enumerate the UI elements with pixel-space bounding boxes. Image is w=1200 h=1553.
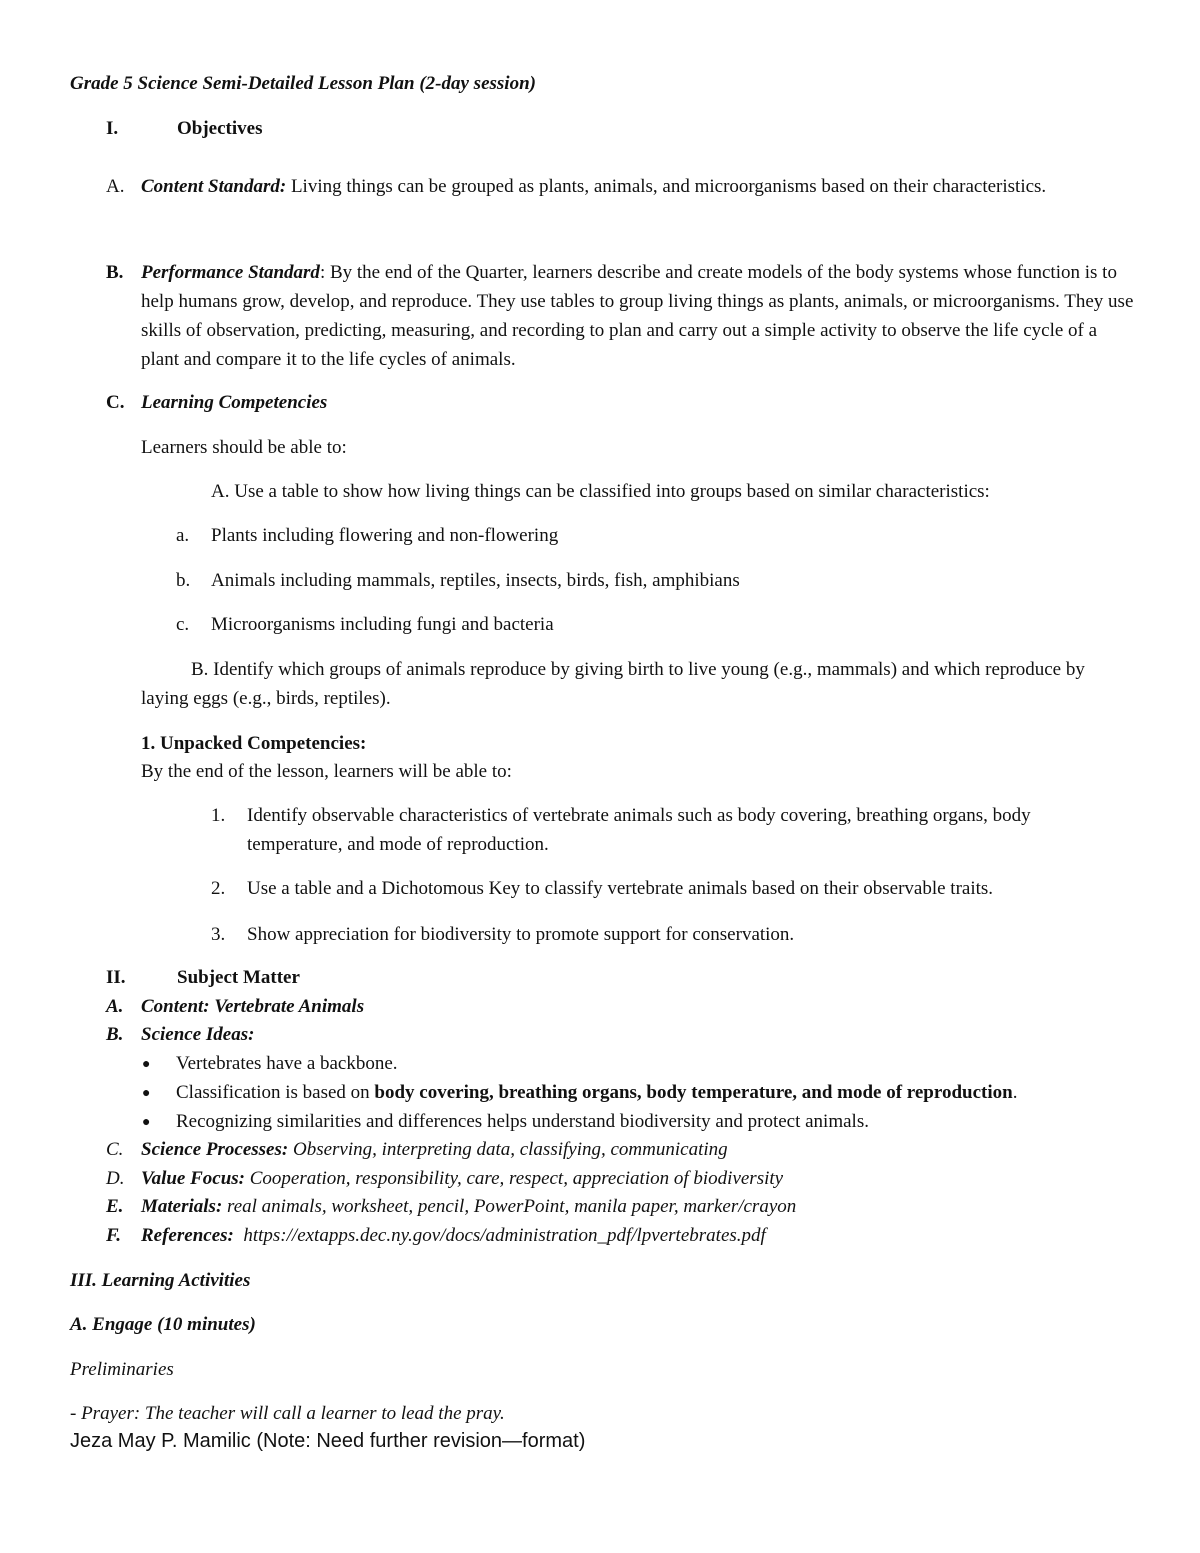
engage-heading: A. Engage (10 minutes): [70, 1314, 256, 1335]
subject-b-label: B.: [106, 1024, 124, 1045]
section-1-heading: Objectives: [177, 118, 263, 139]
competency-b: B. Identify which groups of animals reproduce by giving birth to live young (e.g., mammals) and which reproduce by laying eggs (e.g., birds, reptiles).: [141, 659, 1085, 709]
references-link[interactable]: https://extapps.dec.ny.gov/docs/administration_pdf/lpvertebrates.pdf: [243, 1225, 766, 1246]
bullet-icon: ●: [142, 1057, 151, 1072]
materials: [141, 1196, 796, 1218]
competency-a: A. Use a table to show how living things can be classified into groups based on similar characteristics:: [211, 481, 990, 502]
value-focus-text: Cooperation, responsibility, care, respect, appreciation of biodiversity: [249, 1168, 784, 1189]
prayer-text: - Prayer: The teacher will call a learner to lead the pray.: [70, 1403, 505, 1424]
science-processes-title: Science Processes:: [141, 1139, 289, 1160]
unpacked-item-number: 2.: [211, 878, 226, 899]
unpacked-item-number: 1.: [211, 805, 226, 826]
subitem-text: Microorganisms including fungi and bacteria: [211, 614, 554, 635]
science-idea-bold: body covering, breathing organs, body temperature, and mode of reproduction: [374, 1082, 1013, 1103]
subitem-label: a.: [176, 525, 190, 546]
value-focus-title: Value Focus:: [141, 1168, 245, 1189]
performance-standard-title: Performance Standard: [141, 262, 320, 283]
section-2-number: II.: [106, 967, 126, 988]
subject-f-label: F.: [106, 1225, 121, 1246]
unpacked-intro: By the end of the lesson, learners will be able to:: [141, 761, 512, 782]
content-standard-text: Living things can be grouped as plants, animals, and microorganisms based on their characteristics.: [290, 176, 1047, 197]
science-processes-text: Observing, interpreting data, classifying, communicating: [292, 1139, 728, 1160]
content-standard-title: Content Standard:: [141, 176, 287, 197]
section-2-heading: Subject Matter: [177, 967, 300, 988]
science-idea-item: [176, 1082, 1017, 1104]
subitem-text: Animals including mammals, reptiles, insects, birds, fish, amphibians: [211, 570, 740, 591]
materials-text: real animals, worksheet, pencil, PowerPoint, manila paper, marker/crayon: [227, 1196, 797, 1217]
content-standard: [141, 172, 1061, 201]
science-idea-pre: Classification is based on: [176, 1082, 375, 1103]
subject-e-label: E.: [106, 1196, 124, 1217]
unpacked-item-text: Use a table and a Dichotomous Key to classify vertebrate animals based on their observable traits.: [247, 878, 994, 899]
section-3-heading: III. Learning Activities: [70, 1270, 251, 1291]
science-processes: [141, 1139, 728, 1161]
subitem-text: Plants including flowering and non-flowering: [211, 525, 559, 546]
learning-competencies-label: C.: [106, 392, 125, 413]
subject-c-label: C.: [106, 1139, 124, 1160]
subitem-label: b.: [176, 570, 191, 591]
competencies-intro: Learners should be able to:: [141, 437, 347, 458]
references: [141, 1225, 766, 1247]
unpacked-item-text: Show appreciation for biodiversity to promote support for conservation.: [247, 924, 795, 945]
content-standard-label: A.: [106, 176, 125, 197]
document-title: Grade 5 Science Semi-Detailed Lesson Plan (2-day session): [70, 73, 536, 94]
unpacked-title: 1. Unpacked Competencies:: [141, 733, 367, 754]
subject-a-label: A.: [106, 996, 124, 1017]
performance-standard: [141, 258, 1136, 374]
author-note: Jeza May P. Mamilic (Note: Need further revision—format): [70, 1430, 586, 1452]
learning-competencies-title: Learning Competencies: [141, 392, 328, 413]
bullet-icon: ●: [142, 1115, 151, 1130]
science-idea-item: Vertebrates have a backbone.: [176, 1053, 398, 1074]
science-ideas-title: Science Ideas:: [141, 1024, 255, 1045]
performance-standard-text: : By the end of the Quarter, learners describe and create models of the body systems whose function is to help humans grow, develop, and reproduce. They use tables to group living things as plants, animals, or microorganisms. They use skills of observation, predicting, measuring, and recording to plan and carry out a simple activity to observe the life cycle of a plant and compare it to the life cycles of animals.: [141, 262, 1134, 370]
performance-standard-label: B.: [106, 262, 124, 283]
subject-d-label: D.: [106, 1168, 125, 1189]
subitem-label: c.: [176, 614, 190, 635]
unpacked-item-number: 3.: [211, 924, 226, 945]
section-1-number: I.: [106, 118, 119, 139]
science-idea-post: .: [1012, 1082, 1018, 1103]
subject-content: Content: Vertebrate Animals: [141, 996, 365, 1017]
materials-title: Materials:: [141, 1196, 223, 1217]
references-title: References:: [141, 1225, 234, 1246]
unpacked-item-text: Identify observable characteristics of vertebrate animals such as body covering, breathing organs, body temperature, and mode of reproduction.: [247, 805, 1031, 855]
science-idea-item: Recognizing similarities and differences helps understand biodiversity and protect animals.: [176, 1111, 869, 1132]
value-focus: [141, 1168, 783, 1190]
preliminaries-label: Preliminaries: [70, 1359, 174, 1380]
bullet-icon: ●: [142, 1086, 151, 1101]
